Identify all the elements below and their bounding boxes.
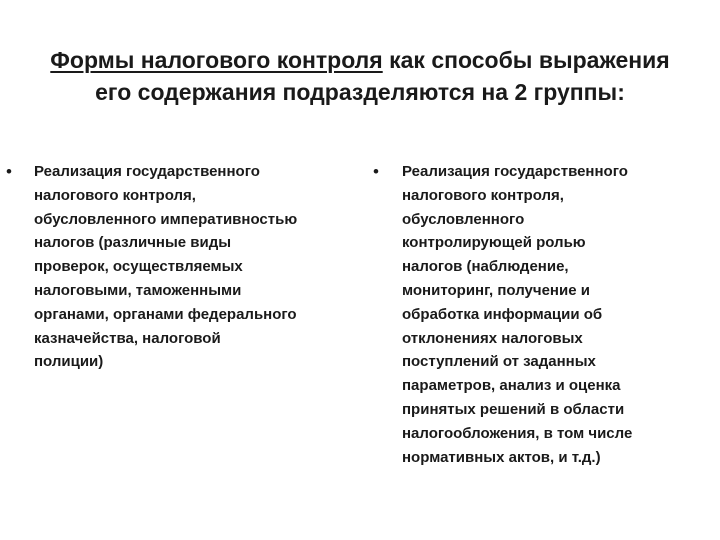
slide-title	[40, 44, 680, 108]
slide-title-rest: как способы выражения его содержания подразделяются на 2 группы:	[95, 47, 670, 105]
bullet-item-left-text: Реализация государственного налогового контроля, обусловленного императивностью налогов (различные виды проверок, осуществляемых налоговыми, таможенными органами, органами федерального казначейства, налоговой полиции)	[34, 163, 298, 371]
bullet-icon: •	[373, 162, 379, 181]
slide-title-underlined: Формы налогового контроля	[50, 47, 383, 73]
bullet-icon: •	[6, 162, 12, 181]
bullet-item-right-text: Реализация государственного налогового контроля, обусловленного контролирующей ролью налогов (наблюдение, мониторинг, получение и обработка информации об отклонениях налоговых поступлений от заданных параметров, анализ и оценка принятых решений в области налогообложения, в том числе нормативных актов, и т.д.)	[402, 163, 633, 466]
